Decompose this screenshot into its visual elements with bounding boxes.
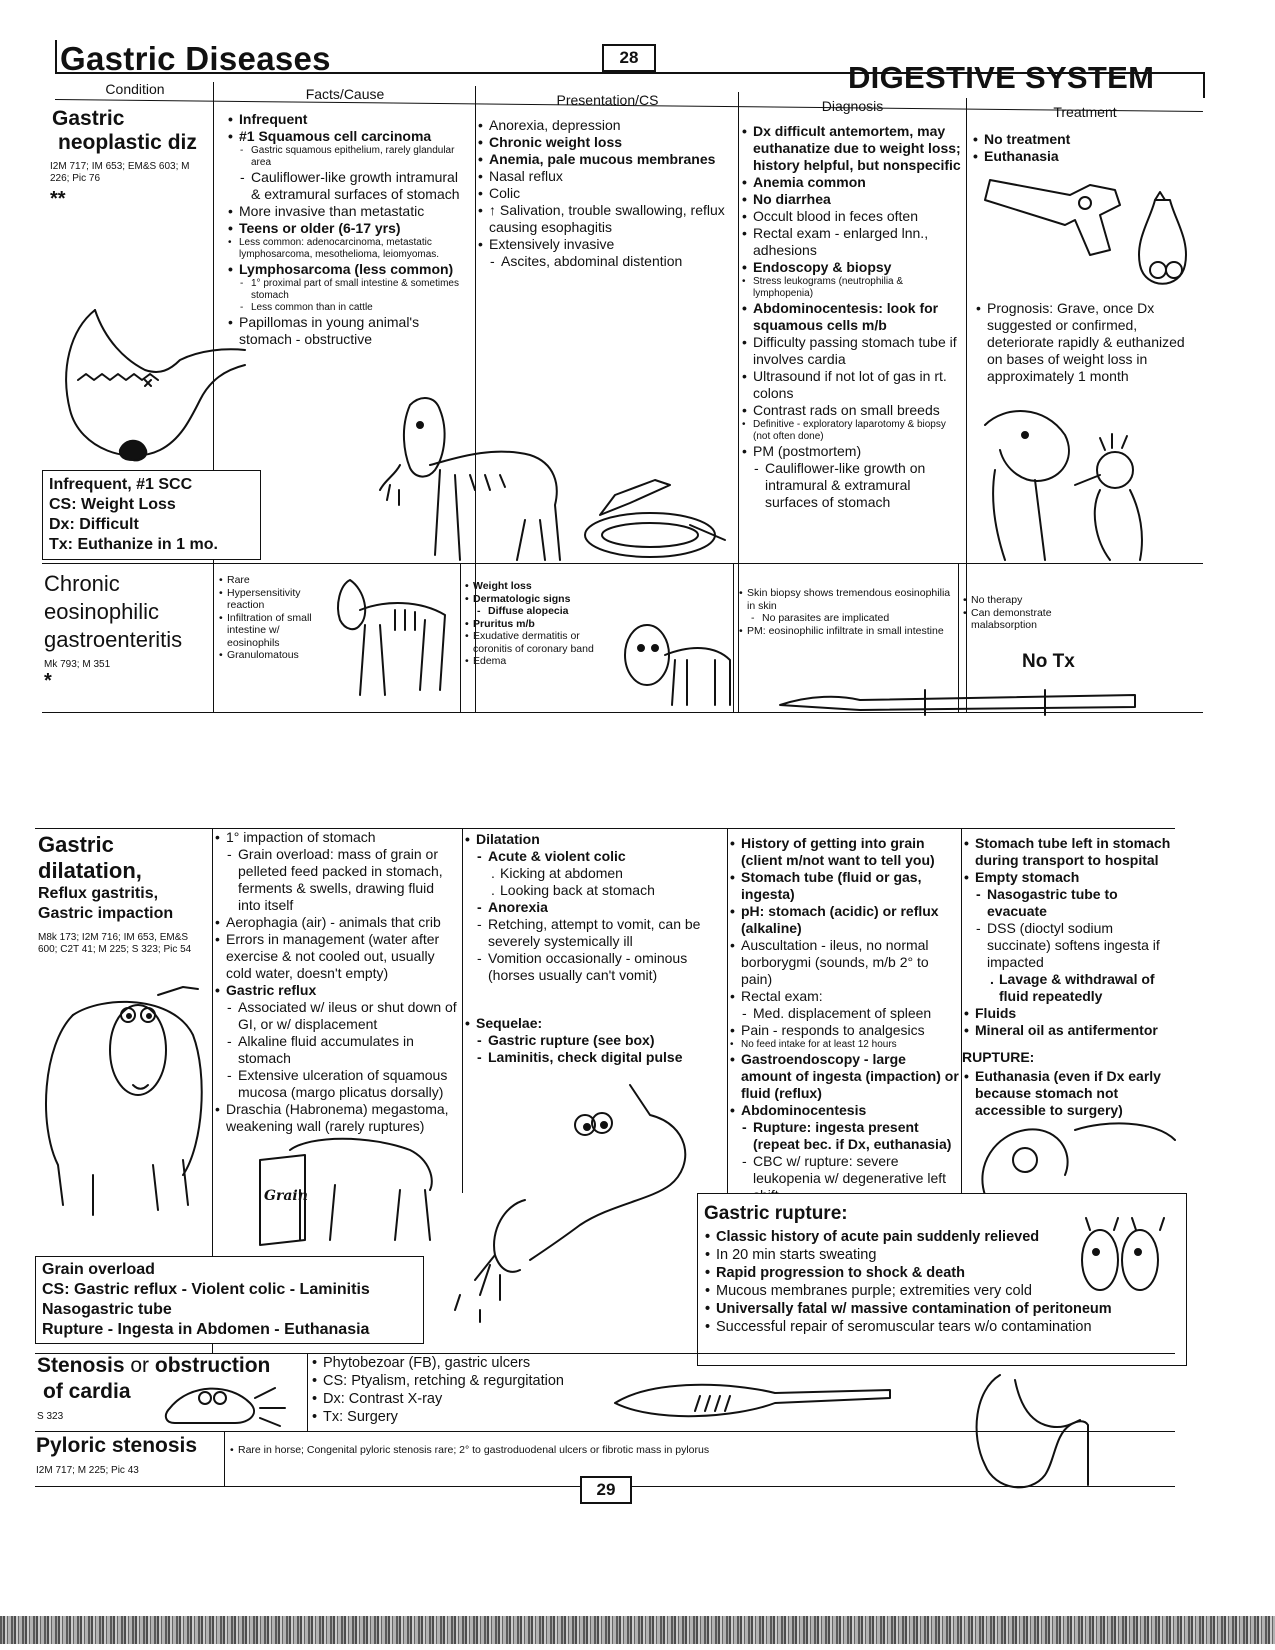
eosinophilic-treatment-list bbox=[962, 594, 1092, 632]
list-item: - Diffuse alopecia bbox=[464, 605, 614, 618]
stomach-icon bbox=[970, 1370, 1090, 1500]
list-item: • CS: Ptyalism, retching & regurgitation bbox=[311, 1372, 601, 1390]
dilatation-title: Gastric dilatation, Reflux gastritis, Gastric impaction bbox=[38, 832, 174, 922]
frog-icon bbox=[160, 1378, 300, 1428]
list-item: • Tx: Surgery bbox=[311, 1408, 601, 1426]
neoplastic-facts-list bbox=[227, 111, 467, 348]
list-item: • ↑ Salivation, trouble swallowing, reflux causing esophagitis bbox=[477, 202, 732, 236]
list-item: • In 20 min starts sweating bbox=[704, 1246, 1180, 1264]
list-item: • Exudative dermatitis or coronitis of coronary band bbox=[464, 630, 614, 655]
list-item: . Kicking at abdomen bbox=[464, 865, 724, 882]
list-item: • More invasive than metastatic bbox=[227, 203, 467, 220]
list-item: • Anemia, pale mucous membranes bbox=[477, 151, 732, 168]
stenosis-title: Stenosis or obstruction of cardia bbox=[37, 1354, 271, 1403]
list-item: - Less common than in cattle bbox=[227, 302, 467, 314]
sad-horses-icon bbox=[1070, 1210, 1180, 1320]
list-item: • Fluids bbox=[963, 1005, 1178, 1022]
column-header-condition: Condition bbox=[105, 81, 165, 97]
scalpel-icon bbox=[775, 680, 1145, 720]
list-item: • Less common: adenocarcinoma, metastatic lymphosarcoma, mesothelioma, leiomyomas. bbox=[227, 237, 467, 261]
page-title: Gastric Diseases bbox=[60, 40, 331, 77]
neoplastic-treatment-list bbox=[972, 131, 1192, 165]
dilatation-diagnosis-list bbox=[729, 835, 959, 1204]
list-item: • Errors in management (water after exercise & not cooled out, usually cold water, doesn't empty) bbox=[214, 931, 459, 982]
dilatation-refs: M8k 173; I2M 716; IM 653, EM&S 600; C2T 41; M 225; S 323; Pic 54 bbox=[38, 932, 192, 955]
eosinophilic-presentation-list bbox=[464, 580, 614, 668]
page-number-bottom: 29 bbox=[580, 1476, 632, 1504]
dead-horse-icon bbox=[1130, 190, 1200, 300]
list-item: • No feed intake for at least 12 hours bbox=[729, 1039, 959, 1051]
list-item: • Anemia common bbox=[741, 174, 963, 191]
horse-eating-grain-icon bbox=[250, 1130, 450, 1250]
list-item: - Alkaline fluid accumulates in stomach bbox=[214, 1033, 459, 1067]
list-item: - Med. displacement of spleen bbox=[729, 1005, 959, 1022]
list-item: - 1° proximal part of small intestine & sometimes stomach bbox=[227, 278, 467, 302]
list-item: • Anorexia, depression bbox=[477, 117, 732, 134]
list-item: • Definitive - exploratory laparotomy & biopsy (not often done) bbox=[741, 419, 963, 443]
list-item: - No parasites are implicated bbox=[738, 612, 953, 625]
pyloric-text: • Rare in horse; Congenital pyloric stenosis rare; 2° to gastroduodenal ulcers or fibrotic mass in pylorus bbox=[229, 1444, 929, 1457]
list-item: • Colic bbox=[477, 185, 732, 202]
neoplastic-presentation-list bbox=[477, 117, 732, 270]
list-item: • Gastroendoscopy - large amount of ingesta (impaction) or fluid (reflux) bbox=[729, 1051, 959, 1102]
list-item: • Sequelae: bbox=[464, 1015, 724, 1032]
list-item: • Rectal exam: bbox=[729, 988, 959, 1005]
scan-edge-noise bbox=[0, 1616, 1275, 1644]
rupture-heading: RUPTURE: bbox=[962, 1049, 1035, 1065]
list-item: • Stress leukograms (neutrophilia & lymphopenia) bbox=[741, 276, 963, 300]
list-item: • Weight loss bbox=[464, 580, 614, 593]
thin-horse-icon bbox=[325, 570, 460, 705]
prognosis-text: • Prognosis: Grave, once Dx suggested or confirmed, deteriorate rapidly & euthanized on bases of weight loss in approximately 1 month bbox=[975, 300, 1195, 385]
list-item: • Rectal exam - enlarged lnn., adhesions bbox=[741, 225, 963, 259]
system-heading: DIGESTIVE SYSTEM bbox=[848, 60, 1155, 95]
neoplastic-diagnosis-list bbox=[741, 123, 963, 511]
list-item: • Mucous membranes purple; extremities very cold bbox=[704, 1282, 1180, 1300]
column-header-facts: Facts/Cause bbox=[305, 86, 385, 102]
list-item: - Extensive ulceration of squamous mucosa (margo plicatus dorsally) bbox=[214, 1067, 459, 1101]
eosinophilic-refs: Mk 793; M 351 bbox=[44, 659, 111, 670]
list-item: • #1 Squamous cell carcinoma bbox=[227, 128, 467, 145]
list-item: • Occult blood in feces often bbox=[741, 208, 963, 225]
dilatation-treatment-list bbox=[963, 835, 1178, 1039]
list-item: • Hypersensitivity reaction bbox=[218, 587, 328, 612]
list-item: • Rapid progression to shock & death bbox=[704, 1264, 1180, 1282]
list-item: • Empty stomach bbox=[963, 869, 1178, 886]
list-item: • Teens or older (6-17 yrs) bbox=[227, 220, 467, 237]
list-item: • Dilatation bbox=[464, 831, 724, 848]
list-item: • Lymphosarcoma (less common) bbox=[227, 261, 467, 278]
list-item: - Cauliflower-like growth on intramural & extramural surfaces of stomach bbox=[741, 460, 963, 511]
grain-label: Grain bbox=[264, 1188, 308, 1204]
eosinophilic-title: Chronic eosinophilic gastroenteritis bbox=[44, 571, 183, 652]
neoplastic-summary-box: Infrequent, #1 SCC CS: Weight Loss Dx: Difficult Tx: Euthanize in 1 mo. bbox=[42, 470, 261, 560]
neoplastic-refs: I2M 717; IM 653; EM&S 603; M 226; Pic 76 bbox=[50, 161, 190, 184]
list-item: • Classic history of acute pain suddenly relieved bbox=[704, 1228, 1180, 1246]
column-header-treatment: Treatment bbox=[1053, 104, 1117, 120]
list-item: - Grain overload: mass of grain or pelleted feed packed in stomach, ferments & swells, drawing fluid into itself bbox=[214, 846, 459, 914]
column-header-diagnosis: Diagnosis bbox=[821, 98, 884, 114]
grain-overload-summary-box: Grain overload CS: Gastric reflux - Violent colic - Laminitis Nasogastric tube Rupture - Ingesta in Abdomen - Euthanasia bbox=[35, 1256, 424, 1344]
list-item: - Ascites, abdominal distention bbox=[477, 253, 732, 270]
list-item: • No treatment bbox=[972, 131, 1192, 148]
dilatation-facts-list bbox=[214, 829, 459, 1135]
list-item: • pH: stomach (acidic) or reflux (alkaline) bbox=[729, 903, 959, 937]
list-item: • No therapy bbox=[962, 594, 1092, 607]
list-item: - Laminitis, check digital pulse bbox=[464, 1049, 724, 1066]
list-item: • Papillomas in young animal's stomach - obstructive bbox=[227, 314, 467, 348]
list-item: • Auscultation - ileus, no normal borborygmi (sounds, m/b 2° to pain) bbox=[729, 937, 959, 988]
list-item: - Retching, attempt to vomit, can be severely systemically ill bbox=[464, 916, 724, 950]
list-item: • Can demonstrate malabsorption bbox=[962, 607, 1092, 632]
stenosis-refs: S 323 bbox=[37, 1411, 64, 1422]
eosinophilic-stars: * bbox=[44, 670, 52, 692]
list-item: • Infrequent bbox=[227, 111, 467, 128]
list-item: • PM: eosinophilic infiltrate in small intestine bbox=[738, 625, 953, 638]
list-item: . Looking back at stomach bbox=[464, 882, 724, 899]
sick-horse-icon bbox=[380, 385, 580, 565]
no-tx-label: No Tx bbox=[1022, 651, 1075, 672]
prognosis-list bbox=[975, 300, 1195, 385]
list-item: • Extensively invasive bbox=[477, 236, 732, 253]
list-item: • Phytobezoar (FB), gastric ulcers bbox=[311, 1354, 601, 1372]
pyloric-list bbox=[229, 1444, 929, 1457]
list-item: • Universally fatal w/ massive contamination of peritoneum bbox=[704, 1300, 1180, 1318]
list-item: - Cauliflower-like growth intramural & extramural surfaces of stomach bbox=[227, 169, 467, 203]
list-item: • Endoscopy & biopsy bbox=[741, 259, 963, 276]
list-item: • Pruritus m/b bbox=[464, 618, 614, 631]
vomiting-horse-icon bbox=[430, 1075, 700, 1345]
list-item: - Acute & violent colic bbox=[464, 848, 724, 865]
horse-treatment-icon bbox=[965, 1105, 1180, 1195]
neoplastic-stars: ** bbox=[50, 188, 66, 210]
list-item: • Aerophagia (air) - animals that crib bbox=[214, 914, 459, 931]
list-item: • Ultrasound if not lot of gas in rt. colons bbox=[741, 368, 963, 402]
neoplastic-title: Gastric neoplastic diz bbox=[52, 107, 197, 154]
vet-and-horse-icon bbox=[975, 395, 1195, 565]
list-item: • PM (postmortem) bbox=[741, 443, 963, 460]
list-item: - CBC w/ rupture: severe leukopenia w/ degenerative left bbox=[729, 1153, 959, 1204]
list-item: • Contrast rads on small breeds bbox=[741, 402, 963, 419]
list-item: . Lavage & withdrawal of fluid repeatedly bbox=[963, 971, 1178, 1005]
bloated-horse-icon bbox=[38, 975, 213, 1235]
list-item: • Stomach tube (fluid or gas, ingesta) bbox=[729, 869, 959, 903]
list-item: • Dermatologic signs bbox=[464, 593, 614, 606]
list-item: • Dx difficult antemortem, may euthanatize due to weight loss; history helpful, but nonspecific bbox=[741, 123, 963, 174]
list-item: • Mineral oil as antifermentor bbox=[963, 1022, 1178, 1039]
list-item: • Euthanasia bbox=[972, 148, 1192, 165]
list-item: • Pain - responds to analgesics bbox=[729, 1022, 959, 1039]
list-item: • Draschia (Habronema) megastoma, weakening wall (rarely ruptures) bbox=[214, 1101, 459, 1135]
pyloric-title: Pyloric stenosis bbox=[36, 1434, 198, 1457]
list-item: • Successful repair of seromuscular tears w/o contamination bbox=[704, 1318, 1180, 1336]
list-item: - Rupture: ingesta present (repeat bec. if Dx, euthanasia) bbox=[729, 1119, 959, 1153]
scalpel-blade-icon bbox=[610, 1378, 895, 1423]
stomach-tumor-icon bbox=[50, 300, 250, 470]
itchy-horse-icon bbox=[615, 610, 740, 710]
endoscope-icon bbox=[580, 470, 740, 570]
list-item: - Anorexia bbox=[464, 899, 724, 916]
list-item: • Stomach tube left in stomach during transport to hospital bbox=[963, 835, 1178, 869]
page-number-top: 28 bbox=[602, 44, 656, 72]
stenosis-list bbox=[311, 1354, 601, 1426]
list-item: - Gastric rupture (see box) bbox=[464, 1032, 724, 1049]
list-item: • Nasal reflux bbox=[477, 168, 732, 185]
list-item: - Nasogastric tube to evacuate bbox=[963, 886, 1178, 920]
list-item: • Gastric reflux bbox=[214, 982, 459, 999]
list-item: • Rare bbox=[218, 574, 328, 587]
list-item: • Abdominocentesis: look for squamous cells m/b bbox=[741, 300, 963, 334]
dilatation-sequelae-list bbox=[464, 1015, 724, 1066]
list-item: - Gastric squamous epithelium, rarely glandular area bbox=[227, 145, 467, 169]
list-item: • No diarrhea bbox=[741, 191, 963, 208]
list-item: • Edema bbox=[464, 655, 614, 668]
list-item: • Infiltration of small intestine w/ eosinophils bbox=[218, 612, 328, 650]
eosinophilic-facts-list bbox=[218, 574, 328, 662]
list-item: • Skin biopsy shows tremendous eosinophilia in skin bbox=[738, 587, 953, 612]
list-item: • Dx: Contrast X-ray bbox=[311, 1390, 601, 1408]
list-item: • Chronic weight loss bbox=[477, 134, 732, 151]
revolver-icon bbox=[985, 165, 1135, 255]
list-item: - DSS (dioctyl sodium succinate) softens ingesta if impacted bbox=[963, 920, 1178, 971]
list-item: • Granulomatous bbox=[218, 649, 328, 662]
dilatation-presentation-list bbox=[464, 831, 724, 984]
gastric-rupture-title: Gastric rupture: bbox=[704, 1203, 848, 1224]
list-item: • Abdominocentesis bbox=[729, 1102, 959, 1119]
column-header-presentation: Presentation/CS bbox=[556, 92, 659, 108]
list-item: • History of getting into grain (client m/not want to tell you) bbox=[729, 835, 959, 869]
list-item: - Vomition occasionally - ominous (horses usually can't vomit) bbox=[464, 950, 724, 984]
pyloric-refs: I2M 717; M 225; Pic 43 bbox=[36, 1465, 139, 1476]
list-item: • Difficulty passing stomach tube if involves cardia bbox=[741, 334, 963, 368]
list-item: - Associated w/ ileus or shut down of GI, or w/ displacement bbox=[214, 999, 459, 1033]
rupture-treatment-text: • Euthanasia (even if Dx early because stomach not accessible to surgery) bbox=[963, 1068, 1178, 1119]
list-item: • 1° impaction of stomach bbox=[214, 829, 459, 846]
eosinophilic-diagnosis-list bbox=[738, 587, 953, 637]
